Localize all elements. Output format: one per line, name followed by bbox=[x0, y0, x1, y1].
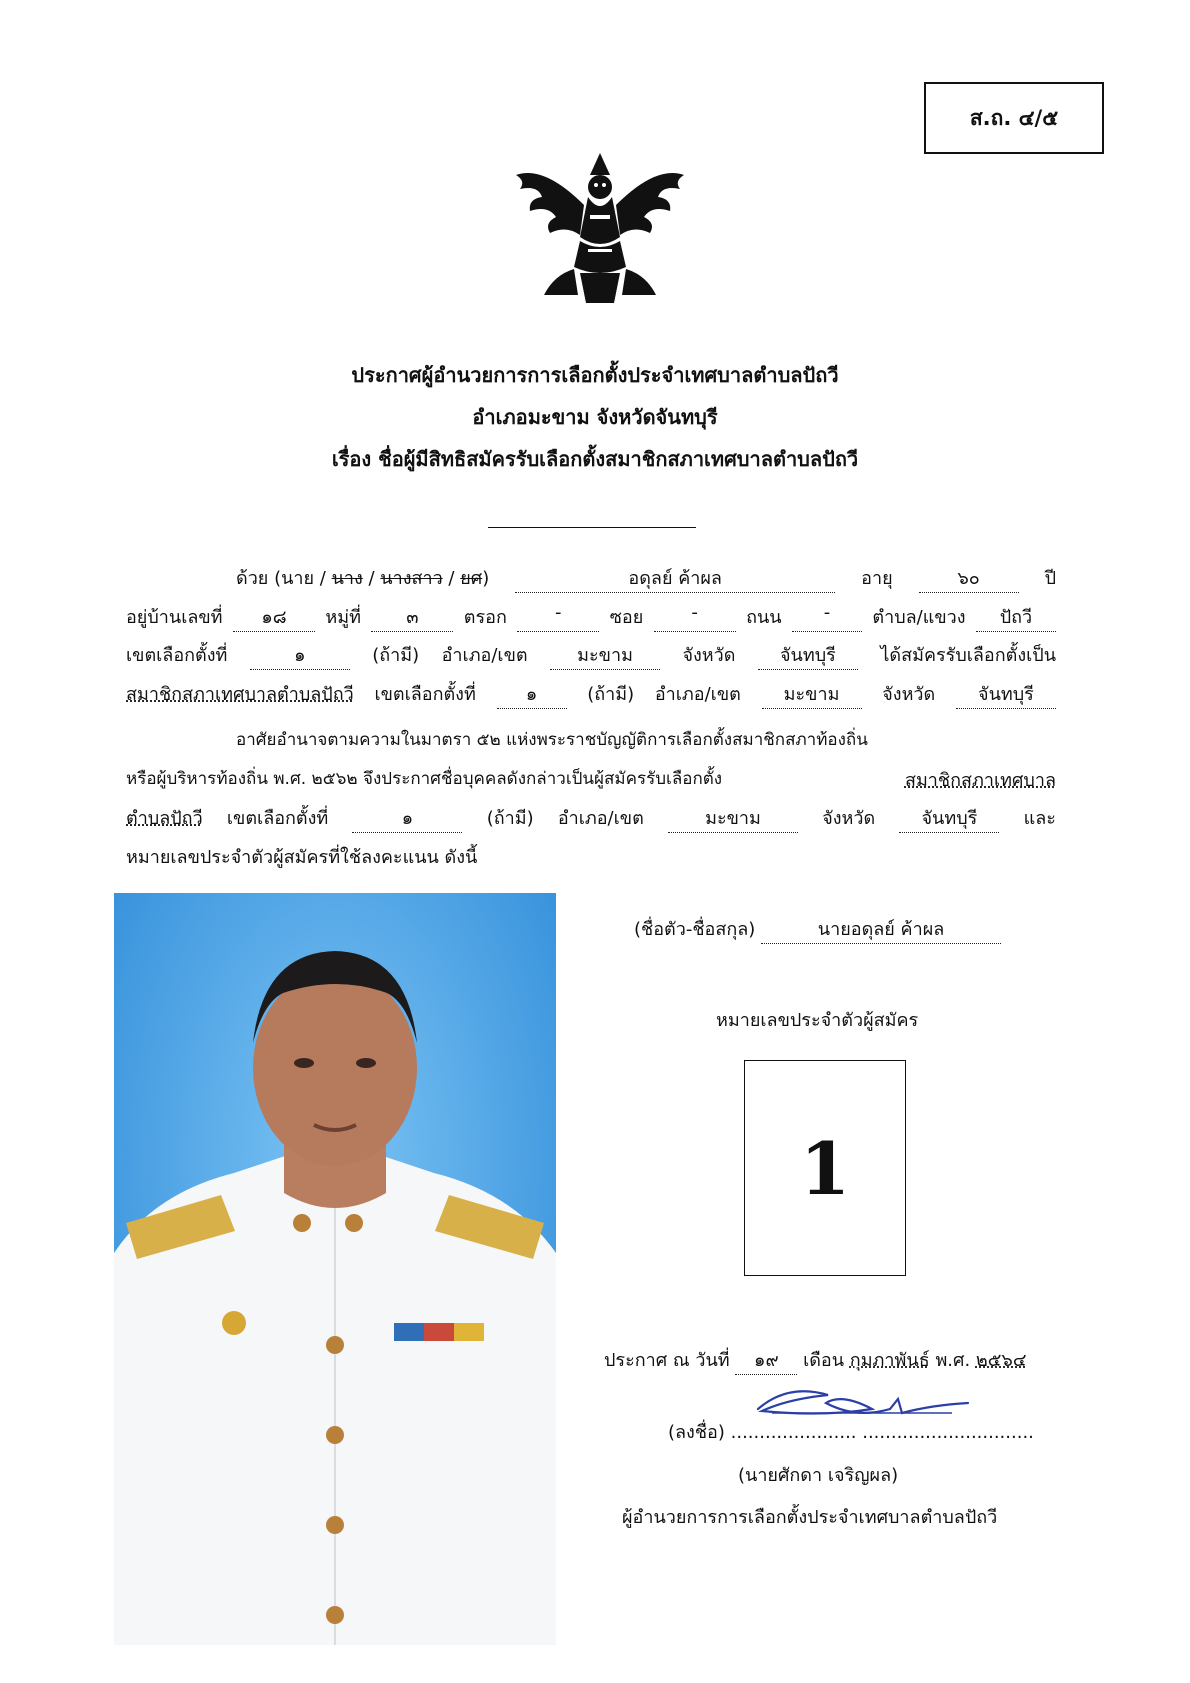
district-field: ๑ bbox=[352, 803, 462, 833]
year-field: ๒๕๖๔ bbox=[975, 1350, 1027, 1371]
announce-date-row bbox=[604, 1345, 1026, 1375]
day-field: ๑๙ bbox=[735, 1345, 797, 1375]
month-label: เดือน bbox=[803, 1350, 845, 1371]
amphoe-label: อำเภอ/เขต bbox=[654, 684, 741, 705]
ifany-note: (ถ้ามี) bbox=[486, 808, 534, 829]
province-label: จังหวัด bbox=[882, 684, 936, 705]
age-unit: ปี bbox=[1044, 568, 1056, 589]
soi-label: ซอย bbox=[609, 607, 644, 628]
trok-field: - bbox=[517, 602, 599, 632]
signature-label: (ลงชื่อ) bbox=[668, 1422, 725, 1443]
amphoe-label: อำเภอ/เขต bbox=[557, 808, 644, 829]
position-field: สมาชิกสภาเทศบาล bbox=[904, 770, 1056, 791]
form-code-box bbox=[924, 82, 1104, 154]
candidate-portrait-icon bbox=[114, 893, 556, 1645]
ifany-note: (ถ้ามี) bbox=[372, 645, 420, 666]
tambon-field: ปัถวี bbox=[976, 602, 1056, 632]
candidate-number-box bbox=[744, 1060, 906, 1276]
signature-row bbox=[668, 1417, 1034, 1446]
para2-line4: หมายเลขประจำตัวผู้สมัครที่ใช้ลงคะแนน ดังนี้ bbox=[126, 847, 478, 868]
signer-title: ผู้อำนวยการการเลือกตั้งประจำเทศบาลตำบลปัถวี bbox=[622, 1507, 998, 1528]
age-label: อายุ bbox=[861, 568, 893, 589]
district-label: เขตเลือกตั้งที่ bbox=[126, 645, 228, 666]
header-divider bbox=[488, 527, 696, 528]
month-field: กุมภาพันธ์ bbox=[849, 1350, 930, 1371]
province-field: จันทบุรี bbox=[899, 803, 999, 833]
form-code: ส.ถ. ๔/๕ bbox=[969, 105, 1059, 130]
province-field: จันทบุรี bbox=[758, 640, 858, 670]
announcement-text: หรือผู้บริหารท้องถิ่น พ.ศ. ๒๕๖๒ จึงประกาศชื่อบุคคลดังกล่าวเป็นผู้สมัครรับเลือกตั้ง bbox=[126, 769, 723, 789]
para2-line2 bbox=[126, 765, 1056, 794]
candidate-name-field: อดุลย์ ค้าผล bbox=[515, 563, 835, 593]
title-prefix: ด้วย (นาย / นาง / นางสาว / ยศ) bbox=[236, 568, 490, 589]
para1-line3 bbox=[126, 640, 1056, 670]
number-label: หมายเลขประจำตัวผู้สมัคร bbox=[716, 1010, 919, 1031]
applied-as-text: ได้สมัครรับเลือกตั้งเป็น bbox=[880, 645, 1056, 666]
candidate-photo bbox=[114, 893, 556, 1645]
announce-label: ประกาศ ณ วันที่ bbox=[604, 1350, 730, 1371]
tambon-label: ตำบล/แขวง bbox=[872, 607, 966, 628]
para1-line4 bbox=[126, 679, 1056, 709]
province-label: จังหวัด bbox=[682, 645, 736, 666]
moo-field: ๓ bbox=[371, 602, 453, 632]
ifany-note: (ถ้ามี) bbox=[587, 684, 635, 705]
soi-field: - bbox=[654, 602, 736, 632]
province-field: จันทบุรี bbox=[956, 679, 1056, 709]
road-field: - bbox=[792, 602, 862, 632]
header-title-line1: ประกาศผู้อำนวยการการเลือกตั้งประจำเทศบาลตำบลปัถวี bbox=[351, 363, 839, 387]
para2-line3 bbox=[126, 803, 1056, 833]
road-label: ถนน bbox=[746, 607, 782, 628]
candidate-name-row bbox=[634, 914, 1001, 944]
trok-label: ตรอก bbox=[463, 607, 507, 628]
house-number-field: ๑๘ bbox=[233, 602, 315, 632]
para1-line2 bbox=[126, 602, 1056, 632]
position-field: สมาชิกสภาเทศบาลตำบลปัถวี bbox=[126, 684, 354, 705]
position-field-cont: ตำบลปัถวี bbox=[126, 808, 203, 829]
year-label: พ.ศ. bbox=[935, 1350, 971, 1371]
para2-line1: อาศัยอำนาจตามความในมาตรา ๕๒ แห่งพระราชบัญญัติการเลือกตั้งสมาชิกสภาท้องถิ่น bbox=[236, 730, 868, 750]
district-field: ๑ bbox=[250, 640, 350, 670]
district-field: ๑ bbox=[497, 679, 567, 709]
and-text: และ bbox=[1023, 808, 1056, 829]
amphoe-field: มะขาม bbox=[668, 803, 798, 833]
district-label: เขตเลือกตั้งที่ bbox=[226, 808, 329, 829]
candidate-fullname-field: นายอดุลย์ ค้าผล bbox=[761, 914, 1001, 944]
amphoe-label: อำเภอ/เขต bbox=[441, 645, 528, 666]
header-subject: เรื่อง ชื่อผู้มีสิทธิสมัครรับเลือกตั้งสมาชิกสภาเทศบาลตำบลปัถวี bbox=[331, 447, 859, 471]
moo-label: หมู่ที่ bbox=[325, 607, 361, 628]
amphoe-field: มะขาม bbox=[550, 640, 660, 670]
header-title-line2: อำเภอมะขาม จังหวัดจันทบุรี bbox=[472, 405, 718, 429]
age-field: ๖๐ bbox=[919, 563, 1019, 593]
signer-name: (นายศักดา เจริญผล) bbox=[738, 1465, 899, 1486]
candidate-number: 1 bbox=[799, 1125, 851, 1211]
house-label: อยู่บ้านเลขที่ bbox=[126, 607, 223, 628]
province-label: จังหวัด bbox=[822, 808, 876, 829]
amphoe-field: มะขาม bbox=[762, 679, 862, 709]
district-label: เขตเลือกตั้งที่ bbox=[374, 684, 476, 705]
signature-line: ...................... .............................. bbox=[730, 1422, 1034, 1443]
para1-line1 bbox=[236, 563, 1056, 593]
name-label: (ชื่อตัว-ชื่อสกุล) bbox=[634, 919, 756, 940]
garuda-emblem-icon bbox=[510, 145, 690, 315]
